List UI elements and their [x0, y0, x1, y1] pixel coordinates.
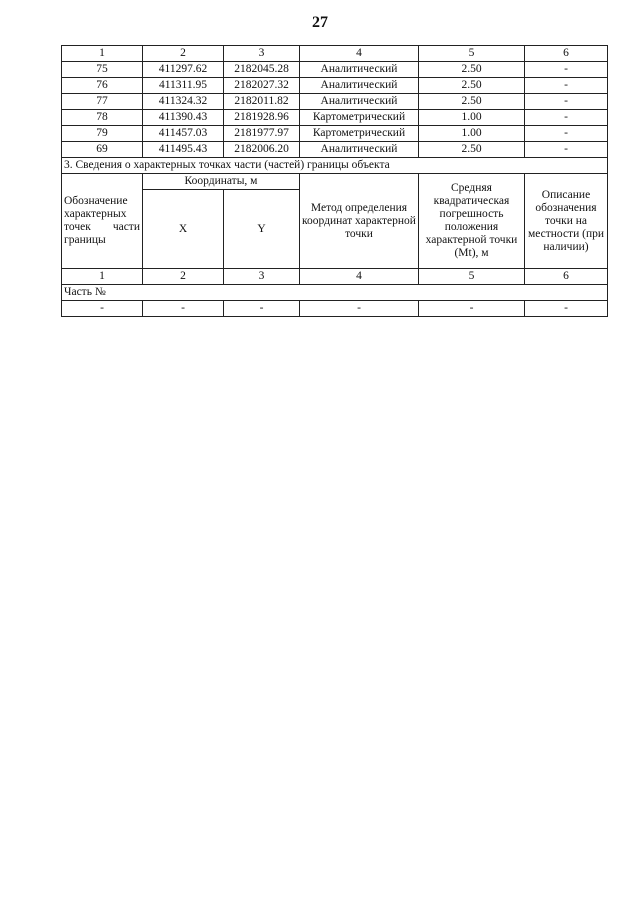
- part-label: Часть №: [62, 285, 608, 301]
- table-row: [62, 110, 608, 126]
- table-row: [62, 94, 608, 110]
- method: Аналитический: [300, 62, 419, 78]
- method: Аналитический: [300, 94, 419, 110]
- coord-y: 2182027.32: [224, 78, 300, 94]
- column-number: 2: [143, 269, 224, 285]
- header-accuracy: Средняя квадратическая погрешность положения характерной точки (Mt), м: [419, 174, 525, 269]
- column-number: 2: [143, 46, 224, 62]
- column-number: 1: [62, 46, 143, 62]
- accuracy: 2.50: [419, 94, 525, 110]
- point-id: 69: [62, 142, 143, 158]
- header-point-designation: Обозначение характерных точек части границы: [62, 174, 143, 269]
- part-label-row: [62, 285, 608, 301]
- method: Картометрический: [300, 126, 419, 142]
- column-number: 5: [419, 269, 525, 285]
- column-number: 3: [224, 46, 300, 62]
- point-id: 78: [62, 110, 143, 126]
- coord-y: 2181977.97: [224, 126, 300, 142]
- column-number: 5: [419, 46, 525, 62]
- column-number: 4: [300, 46, 419, 62]
- page-number: 27: [312, 14, 328, 31]
- coord-x: 411311.95: [143, 78, 224, 94]
- coord-y: 2182045.28: [224, 62, 300, 78]
- section-header-row: [62, 174, 608, 190]
- empty-cell: -: [419, 301, 525, 317]
- description: -: [525, 142, 608, 158]
- empty-cell: -: [300, 301, 419, 317]
- table-row: [62, 78, 608, 94]
- accuracy: 1.00: [419, 126, 525, 142]
- coord-x: 411495.43: [143, 142, 224, 158]
- column-number: 4: [300, 269, 419, 285]
- section-title: 3. Сведения о характерных точках части (частей) границы объекта: [62, 158, 608, 174]
- method: Аналитический: [300, 142, 419, 158]
- coord-x: 411324.32: [143, 94, 224, 110]
- description: -: [525, 62, 608, 78]
- coord-x: 411297.62: [143, 62, 224, 78]
- header-coordinates: Координаты, м: [143, 174, 300, 190]
- point-id: 75: [62, 62, 143, 78]
- header-description: Описание обозначения точки на местности (при наличии): [525, 174, 608, 269]
- coord-x: 411457.03: [143, 126, 224, 142]
- column-number-row: [62, 46, 608, 62]
- section-column-number-row: [62, 269, 608, 285]
- coord-y: 2182006.20: [224, 142, 300, 158]
- header-y: Y: [224, 190, 300, 269]
- accuracy: 1.00: [419, 110, 525, 126]
- table-row: [62, 142, 608, 158]
- header-x: X: [143, 190, 224, 269]
- description: -: [525, 126, 608, 142]
- column-number: 6: [525, 269, 608, 285]
- point-id: 77: [62, 94, 143, 110]
- empty-cell: -: [525, 301, 608, 317]
- column-number: 6: [525, 46, 608, 62]
- empty-cell: -: [224, 301, 300, 317]
- method: Аналитический: [300, 78, 419, 94]
- empty-row: [62, 301, 608, 317]
- column-number: 3: [224, 269, 300, 285]
- column-number: 1: [62, 269, 143, 285]
- table-row: [62, 126, 608, 142]
- description: -: [525, 94, 608, 110]
- empty-cell: -: [62, 301, 143, 317]
- section-title-row: [62, 158, 608, 174]
- point-id: 76: [62, 78, 143, 94]
- coord-y: 2181928.96: [224, 110, 300, 126]
- accuracy: 2.50: [419, 78, 525, 94]
- description: -: [525, 78, 608, 94]
- coord-x: 411390.43: [143, 110, 224, 126]
- accuracy: 2.50: [419, 62, 525, 78]
- header-method: Метод определения координат характерной точки: [300, 174, 419, 269]
- coordinates-table: [61, 45, 608, 317]
- coord-y: 2182011.82: [224, 94, 300, 110]
- point-id: 79: [62, 126, 143, 142]
- table-row: [62, 62, 608, 78]
- method: Картометрический: [300, 110, 419, 126]
- description: -: [525, 110, 608, 126]
- accuracy: 2.50: [419, 142, 525, 158]
- empty-cell: -: [143, 301, 224, 317]
